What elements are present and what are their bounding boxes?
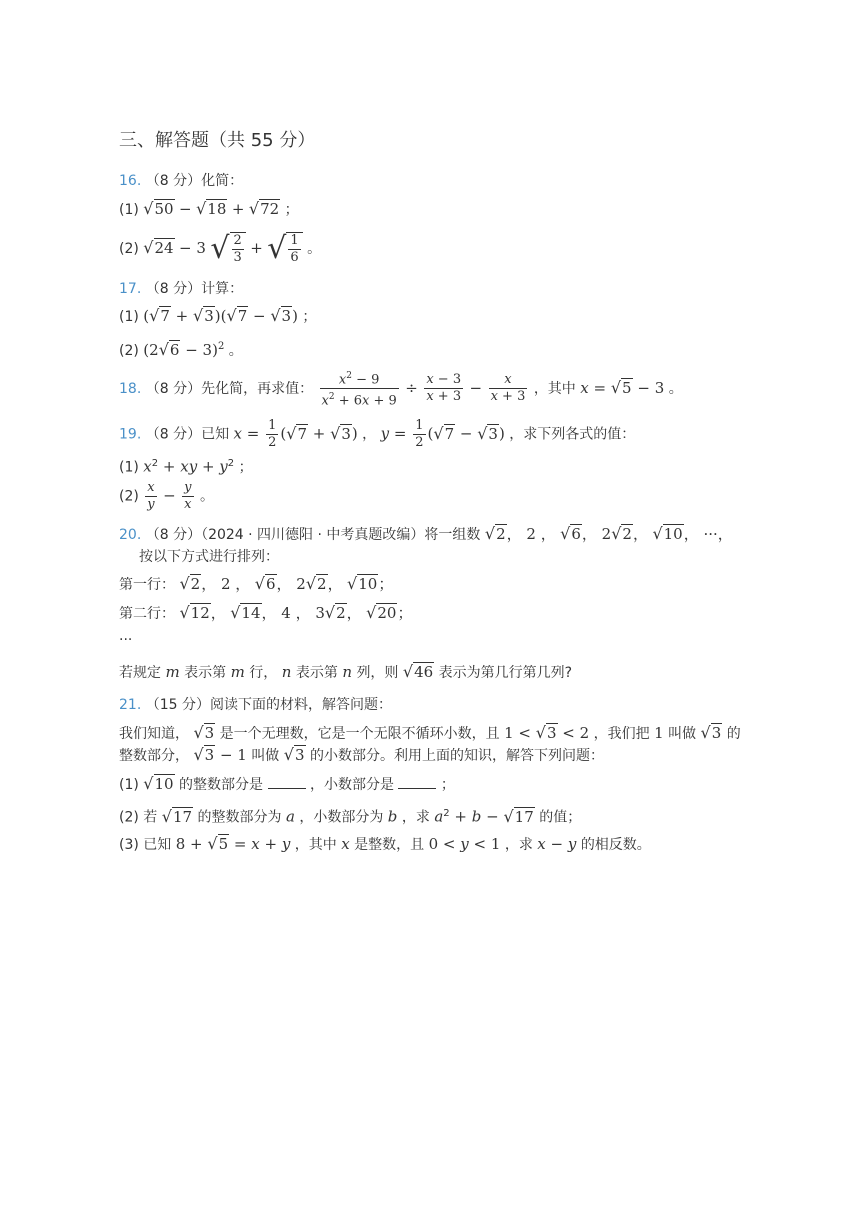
text: 叫做 bbox=[251, 748, 280, 764]
q21-header bbox=[119, 695, 392, 715]
text: ，求 bbox=[504, 837, 533, 853]
separator: ， bbox=[362, 426, 377, 443]
q18-heading: （8 分）先化简，再求值： bbox=[145, 380, 314, 397]
text: ，求 bbox=[401, 809, 430, 826]
text: 表示第 bbox=[184, 665, 227, 681]
q17-part1: (1) (√7 + √3)(√7 − √3) ； bbox=[119, 306, 317, 325]
text: 的整数部分是 bbox=[179, 777, 264, 793]
text: 是整数，且 bbox=[354, 837, 425, 853]
q20-line1: 20. （8 分）（2024 · 四川德阳 · 中考真题改编）将一组数 √2， 2 ， √6， 2√2， √10， ···， bbox=[119, 524, 733, 543]
text: 整数部分， bbox=[119, 748, 189, 764]
q19-line: 19. （8 分）已知 x = $\frac{1}{2}$ (√7 + √3) ， y = $\frac{1}{2}$ (√7 − √3) ，求下列各式的值： bbox=[119, 418, 636, 450]
q20-number: 20. bbox=[119, 527, 142, 543]
q16-heading: （8 分）化简： bbox=[145, 173, 244, 189]
q21-part3: (3) 已知 8 + √5 = x + y ，其中 x 是整数，且 0 < y < 1 ，求 x − y 的相反数。 bbox=[119, 834, 651, 853]
sqrt-two-thirds: √ $\frac{2}{3}$ bbox=[210, 232, 245, 266]
q18-condition: ，其中 bbox=[533, 380, 576, 397]
row-label: 第二行： bbox=[119, 606, 175, 622]
part-label: (1) bbox=[119, 459, 139, 476]
text: ，我们把 bbox=[593, 726, 650, 742]
part-label: (2) bbox=[119, 488, 139, 505]
q20-ellipsis: ··· bbox=[119, 632, 133, 648]
text: 的小数部分。利用上面的知识，解答下列问题： bbox=[309, 748, 604, 764]
answer-blank-1[interactable] bbox=[268, 776, 306, 789]
q18-line: 18. （8 分）先化简，再求值： $\frac{x^2 - 9}{x^2 + 6x + 9}$ ÷ $\frac{x - 3}{x + 3}$ − $\frac{x}{x + 3}$ ，其中 x = √5 − 3 。 bbox=[119, 368, 683, 410]
q18-number: 18. bbox=[119, 380, 142, 397]
q17-heading: （8 分）计算： bbox=[145, 281, 244, 297]
fraction-1: $\frac{x^2 - 9}{x^2 + 6x + 9}$ bbox=[320, 368, 399, 410]
text: 列，则 bbox=[356, 665, 399, 681]
sqrt-50: √50 bbox=[143, 199, 174, 218]
end-mark: 。 bbox=[199, 488, 214, 505]
text: 我们知道， bbox=[119, 726, 189, 742]
q19-part2: (2) $\frac{x}{y}$ − $\frac{y}{x}$ 。 bbox=[119, 480, 214, 512]
half-2: $\frac{1}{2}$ bbox=[415, 418, 424, 450]
end-mark: ； bbox=[302, 309, 317, 325]
sqrt-one-sixth: √ $\frac{1}{6}$ bbox=[267, 232, 302, 266]
text: 的整数部分为 bbox=[197, 809, 282, 826]
end-mark: 。 bbox=[668, 380, 683, 397]
q16-part2: (2) √24 − 3 √ $\frac{2}{3}$ + √ $\frac{1}{6}$ 。 bbox=[119, 231, 322, 266]
text: 叫做 bbox=[668, 726, 697, 742]
sqrt-18: √18 bbox=[196, 199, 227, 218]
q21-material-1: 我们知道， √3 是一个无理数，它是一个无限不循环小数，且 1 < √3 < 2 ，我们把 1 叫做 √3 的 bbox=[119, 723, 741, 742]
q19-part1: (1) $x^2$ + xy + $y^2$ ； bbox=[119, 457, 253, 476]
q21-heading: （15 分）阅读下面的材料，解答问题： bbox=[145, 697, 392, 713]
sqrt-24: √24 bbox=[143, 238, 174, 257]
part-label: (1) bbox=[119, 202, 139, 218]
text: 的相反数。 bbox=[580, 837, 651, 853]
q17-number: 17. bbox=[119, 281, 142, 297]
text: 表示第 bbox=[295, 665, 338, 681]
q17-header bbox=[119, 279, 243, 299]
part-label: (2) bbox=[119, 241, 139, 257]
text: ，其中 bbox=[294, 837, 337, 853]
end-mark: 。 bbox=[307, 241, 322, 257]
sqrt-72: √72 bbox=[248, 199, 280, 218]
q17-part2: (2) $(2√6 - 3)^2$ 。 bbox=[119, 340, 243, 359]
text: 的值； bbox=[539, 809, 582, 826]
q16-number: 16. bbox=[119, 173, 142, 189]
text: 若规定 bbox=[119, 665, 161, 681]
q20-row1: 第一行： √2， 2 ， √6， 2√2， √10； bbox=[119, 574, 394, 593]
answer-blank-2[interactable] bbox=[398, 776, 436, 789]
text: 表示为第几行第几列? bbox=[438, 665, 573, 681]
part-label: (1) bbox=[119, 777, 139, 793]
q20-heading: （8 分）（2024 · 四川德阳 · 中考真题改编）将一组数 bbox=[145, 527, 481, 543]
q16-header bbox=[119, 171, 243, 191]
part-label: (2) 若 bbox=[119, 809, 158, 826]
end-mark: ； bbox=[284, 202, 299, 218]
q16-part1: (1) √50 − √18 + √72 ； bbox=[119, 199, 299, 218]
text: ，小数部分是 bbox=[309, 777, 394, 793]
text: 行， bbox=[249, 665, 278, 681]
part-label: (2) bbox=[119, 343, 139, 359]
text: 的 bbox=[726, 726, 741, 742]
end-mark: ； bbox=[238, 459, 253, 476]
fraction-2: $\frac{x - 3}{x + 3}$ bbox=[426, 372, 462, 405]
text: ； bbox=[440, 777, 455, 793]
half-1: $\frac{1}{2}$ bbox=[268, 418, 277, 450]
q21-number: 21. bbox=[119, 697, 142, 713]
q19-tail: ，求下列各式的值： bbox=[509, 426, 636, 443]
q20-row2: 第二行： √12， √14， 4 ， 3√2， √20； bbox=[119, 603, 413, 622]
section-title: 三、解答题（共 55 分） bbox=[119, 130, 316, 151]
text: ，小数部分为 bbox=[299, 809, 384, 826]
q19-number: 19. bbox=[119, 426, 142, 443]
row-label: 第一行： bbox=[119, 577, 175, 593]
part-label: (1) bbox=[119, 309, 139, 325]
part-label: (3) 已知 bbox=[119, 837, 172, 853]
q21-part1: (1) √10 的整数部分是 ，小数部分是 ； bbox=[119, 774, 455, 793]
q19-heading: （8 分）已知 bbox=[145, 426, 230, 443]
end-mark: 。 bbox=[228, 343, 243, 359]
q20-question: 若规定 m 表示第 m 行， n 表示第 n 列，则 √46 表示为第几行第几列? bbox=[119, 662, 573, 681]
q20-line2: 按以下方式进行排列： bbox=[139, 549, 279, 565]
text: 是一个无理数，它是一个无限不循环小数，且 bbox=[219, 726, 500, 742]
q21-material-2: 整数部分， √3 − 1 叫做 √3 的小数部分。利用上面的知识，解答下列问题： bbox=[119, 745, 604, 764]
q21-part2: (2) 若 √17 的整数部分为 a ，小数部分为 b ，求 $a^2 + b - √17$ 的值； bbox=[119, 806, 582, 826]
fraction-3: $\frac{x}{x + 3}$ bbox=[490, 372, 526, 405]
